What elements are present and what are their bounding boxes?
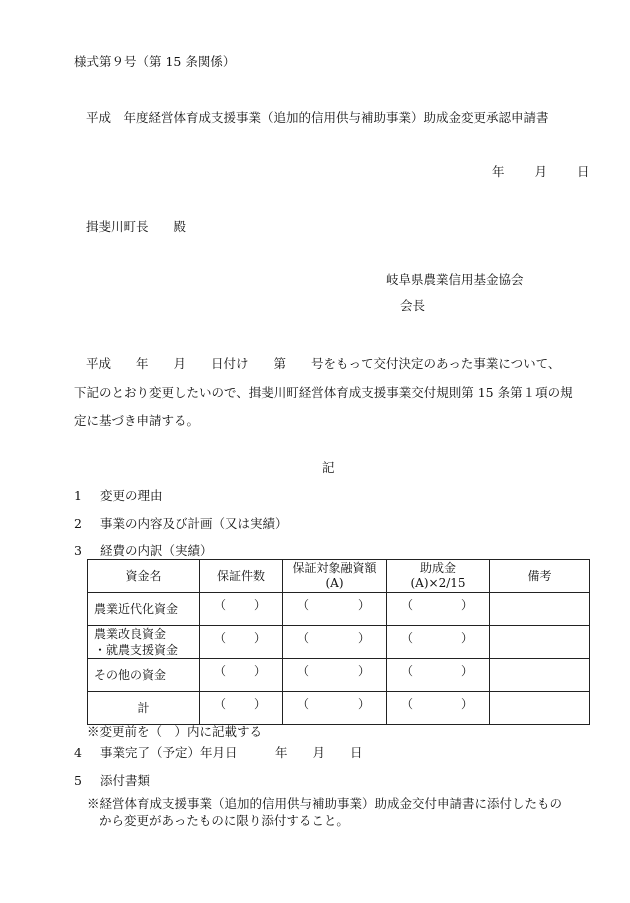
- guarantee-count-cell[interactable]: （ ）: [200, 659, 283, 692]
- date-day: 日: [577, 164, 590, 179]
- addressee: 揖斐川町長 殿: [86, 219, 187, 234]
- item-attachments: 5 添付書類: [74, 773, 151, 788]
- body-line-3: 定に基づき申請する。: [74, 413, 200, 428]
- item-completion-date: 4 事業完了（予定）年月日 年 月 日: [74, 745, 363, 760]
- row-label-total: 計: [88, 692, 200, 725]
- item-change-reason: 1 変更の理由: [74, 488, 163, 503]
- item-project-content: 2 事業の内容及び計画（又は実績）: [74, 516, 288, 531]
- eligible-loan-cell[interactable]: （ ）: [283, 626, 387, 659]
- row-label: 農業近代化資金: [88, 593, 200, 626]
- document-title: 平成 年度経営体育成支援事業（追加的信用供与補助事業）助成金変更承認申請書: [86, 110, 549, 125]
- form-number: 様式第９号（第 15 条関係）: [74, 54, 236, 69]
- eligible-loan-cell[interactable]: （ ）: [283, 659, 387, 692]
- guarantee-count-cell[interactable]: （ ）: [200, 593, 283, 626]
- subsidy-cell[interactable]: （ ）: [387, 692, 490, 725]
- header-guarantee-count: 保証件数: [200, 560, 283, 593]
- date-year: 年: [492, 164, 505, 179]
- item-cost-breakdown: 3 経費の内訳（実績）: [74, 543, 213, 558]
- subsidy-cell[interactable]: （ ）: [387, 659, 490, 692]
- row-label: その他の資金: [88, 659, 200, 692]
- header-remarks: 備考: [490, 560, 590, 593]
- remarks-cell[interactable]: [490, 659, 590, 692]
- subsidy-cell[interactable]: （ ）: [387, 626, 490, 659]
- table-row: [88, 659, 590, 692]
- header-fund-name: 資金名: [88, 560, 200, 593]
- header-subsidy: 助成金 (A)×2/15: [387, 560, 490, 593]
- body-line-2: 下記のとおり変更したいので、揖斐川町経営体育成支援事業交付規則第 15 条第１項の規: [74, 384, 573, 400]
- application-body: [74, 350, 584, 436]
- remarks-cell[interactable]: [490, 626, 590, 659]
- eligible-loan-cell[interactable]: （ ）: [283, 593, 387, 626]
- table-row: [88, 626, 590, 659]
- row-label: 農業改良資金 ・就農支援資金: [88, 626, 200, 659]
- date-month: 月: [534, 164, 548, 179]
- table-header-row: [88, 560, 590, 593]
- change-note: ※変更前を（ ）内に記載する: [87, 724, 263, 739]
- header-eligible-loan: 保証対象融資額 (A): [283, 560, 387, 593]
- applicant-title: 会長: [400, 298, 426, 313]
- remarks-cell[interactable]: [490, 692, 590, 725]
- guarantee-count-cell[interactable]: （ ）: [200, 692, 283, 725]
- body-line-1: 平成 年 月 日付け 第 号をもって交付決定のあった事業について、: [86, 356, 561, 371]
- table-row: [88, 692, 590, 725]
- applicant-organization: 岐阜県農業信用基金協会: [386, 272, 524, 287]
- ki-heading: 記: [322, 460, 335, 475]
- remarks-cell[interactable]: [490, 593, 590, 626]
- cost-breakdown-table: [87, 559, 590, 725]
- guarantee-count-cell[interactable]: （ ）: [200, 626, 283, 659]
- application-date: [492, 162, 590, 180]
- eligible-loan-cell[interactable]: （ ）: [283, 692, 387, 725]
- subsidy-cell[interactable]: （ ）: [387, 593, 490, 626]
- attachment-note: ※経営体育成支援事業（追加的信用供与補助事業）助成金交付申請書に添付したもの から変更があったものに限り添付すること。: [87, 796, 563, 828]
- table-row: [88, 593, 590, 626]
